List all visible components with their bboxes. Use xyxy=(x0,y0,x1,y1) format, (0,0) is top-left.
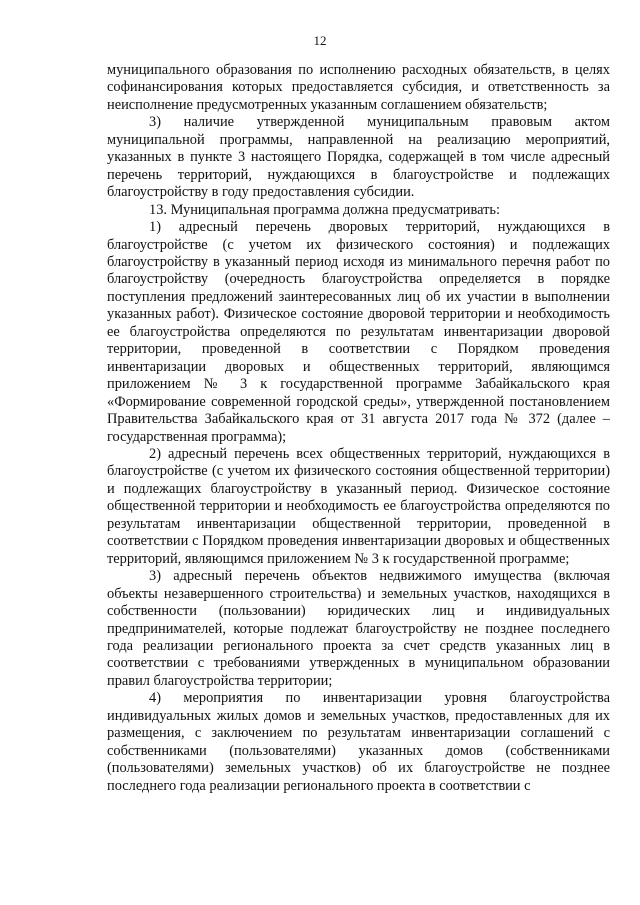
paragraph-item-3-real-estate: 3) адресный перечень объектов недвижимого имущества (включая объекты незавершенного строительства) и земельных участков, находящихся в собственности (пользовании) юридических лиц и индивидуальных предпринимателей, которые подлежат благоустройству не позднее последнего года реализации регионального проекта за счет средств указанных лиц в соответствии с требованиями утвержденных в муниципальном образовании правил благоустройства территории; xyxy=(107,568,610,689)
paragraph-item-2-public-territories: 2) адресный перечень всех общественных территорий, нуждающихся в благоустройстве (с учетом их физического состояния общественной территории) и подлежащих благоустройству в указанный период. Физическое состояние общественной территории и необходимость ее благоустройства определяются по результатам инвентаризации общественной территории, проведенной в соответствии с Порядком проведения инвентаризации дворовых и общественных территорий, являющимся приложением № 3 к государственной программе; xyxy=(107,445,610,567)
document-body xyxy=(107,62,610,795)
paragraph-item-4-inventory-houses: 4) мероприятия по инвентаризации уровня благоустройства индивидуальных жилых домов и земельных участков, предоставленных для их размещения, с заключением по результатам инвентаризации соглашений с собственниками (пользователями) указанных домов (собственниками (пользователями) земельных участков) об их благоустройстве не позднее последнего года реализации регионального проекта в соответствии с xyxy=(107,690,610,794)
paragraph-item-1-yard-territories: 1) адресный перечень дворовых территорий, нуждающихся в благоустройстве (с учетом их физического состояния) и подлежащих благоустройству в указанный период исходя из минимального перечня работ по благоустройству (очередность благоустройства определяется в порядке поступления предложений заинтересованных лиц об их участии в выполнении указанных работ). Физическое состояние дворовой территории и необходимость ее благоустройства определяются по результатам инвентаризации дворовой территории, проведенной в соответствии с Порядком проведения инвентаризации дворовых и общественных территорий, являющимся приложением № 3 к государственной программе Забайкальского края «Формирование современной городской среды», утвержденной постановлением Правительства Забайкальского края от 31 августа 2017 года № 372 (далее – государственная программа); xyxy=(107,219,610,445)
page-number: 12 xyxy=(313,33,327,48)
paragraph-municipal-obligations: муниципального образования по исполнению расходных обязательств, в целях софинансирования которых предоставляется субсидия, и ответственность за неисполнение предусмотренных указанным соглашением обязательств; xyxy=(107,62,610,113)
paragraph-section-13-heading: 13. Муниципальная программа должна предусматривать: xyxy=(149,201,500,218)
paragraph-item-3-municipal-program: 3) наличие утвержденной муниципальным правовым актом муниципальной программы, направленной на реализацию мероприятий, указанных в пункте 3 настоящего Порядка, содержащей в том числе адресный перечень территорий, нуждающихся в благоустройстве и подлежащих благоустройству в году предоставления субсидии. xyxy=(107,114,610,201)
